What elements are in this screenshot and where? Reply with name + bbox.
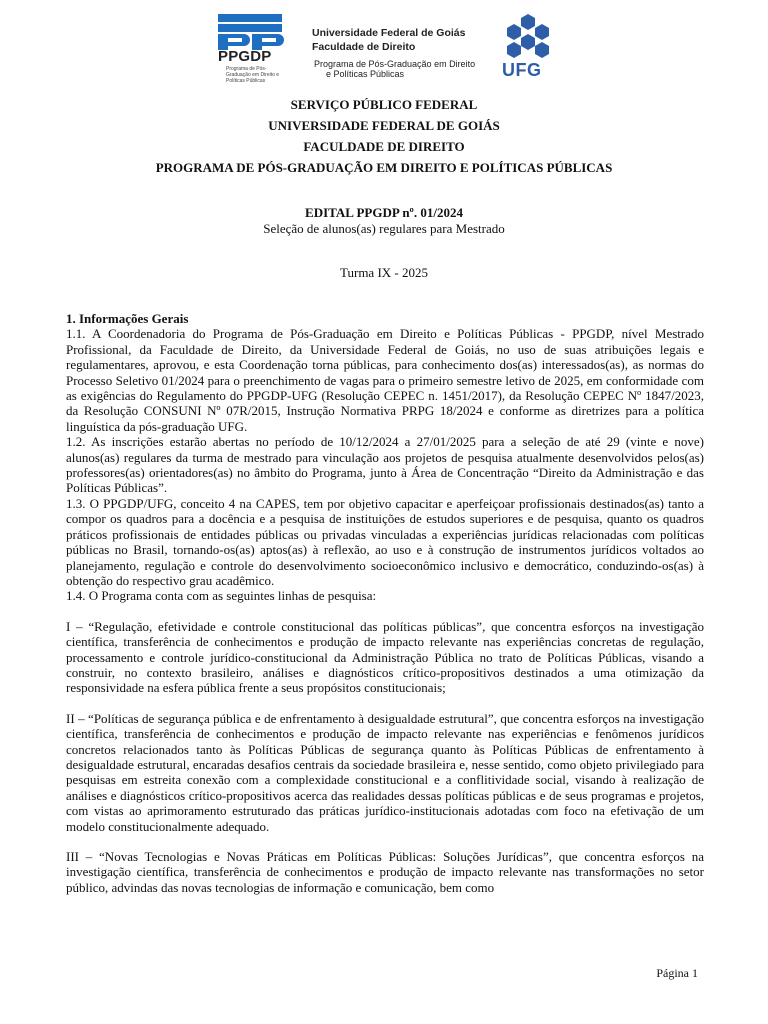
research-line-i: I – “Regulação, efetividade e controle constitucional das políticas públicas”, que concentra esforços na investigação científica, transferência de conhecimentos e produção de impacto relevante nas experiências concretas de regulação, processamento e controle jurídico-constitucional da Administração Pública no trato de Políticas Públicas, visando a construir, no contexto brasileiro, análises e diagnósticos crítico-propositivos destinados a uma otimização da responsividade na esfera pública frente a seus propósitos constitucionais;: [66, 618, 704, 696]
spacer: [66, 696, 704, 711]
section-1-title: 1. Informações Gerais: [66, 311, 189, 326]
title-line-faculdade: FACULDADE DE DIREITO: [303, 139, 465, 154]
paragraph-1-2: 1.2. As inscrições estarão abertas no período de 10/12/2024 a 27/01/2025 para a seleção de até 29 (vinte e nove) alunos(as) regulares da turma de mestrado para vinculação aos projetos de pesquisa atualmente desenvolvidos pelos(as) professores(as) orientadores(as) no âmbito do Programa, junto à Área de Concentração “Direito da Administração e das Políticas Públicas”.: [66, 434, 704, 496]
turma-label: Turma IX - 2025: [340, 265, 428, 280]
section-1-body: [66, 311, 704, 895]
institution-program-line1: Programa de Pós-Graduação em Direito: [314, 59, 476, 69]
title-line-servico: SERVIÇO PÚBLICO FEDERAL: [290, 97, 478, 112]
spacer: [66, 604, 704, 619]
edital-block: [60, 205, 708, 237]
title-line-programa: PROGRAMA DE PÓS-GRADUAÇÃO EM DIREITO E POLÍTICAS PÚBLICAS: [155, 160, 613, 175]
ppgdp-logo-text: PPGDP: [218, 48, 272, 65]
institution-university: Universidade Federal de Goiás: [312, 27, 466, 39]
institution-block: [312, 26, 492, 79]
edital-title: EDITAL PPGDP nº. 01/2024: [305, 205, 463, 220]
ufg-logo-text: UFG: [502, 60, 542, 80]
institution-program-line2: e Políticas Públicas: [326, 69, 405, 79]
paragraph-1-1: 1.1. A Coordenadoria do Programa de Pós-Graduação em Direito e Políticas Públicas - PPGDP, nível Mestrado Profissional, da Faculdade de Direito, da Universidade Federal de Goiás, no uso de suas atribuições legais e regulamentares, aprovou, e esta Coordenação torna públicas, para conhecimento dos(as) interessados(as), as normas do Processo Seletivo 01/2024 para o preenchimento de vagas para o primeiro semestre letivo de 2025, em conformidade com as exigências do Regulamento do PPGDP-UFG (Resolução CEPEC n. 1451/2017), da Resolução CEPEC Nº 1847/2023, da Resolução CONSUNI Nº 07R/2015, Instrução Normativa PRPG 18/2024 e conforme as diretrizes para a política linguística da pós-graduação UFG.: [66, 326, 704, 434]
title-block: [60, 94, 708, 178]
institution-faculty: Faculdade de Direito: [312, 41, 416, 53]
ppgdp-logo: [214, 14, 286, 84]
edital-subtitle: Seleção de alunos(as) regulares para Mestrado: [263, 221, 505, 236]
ppgdp-logo-mark-icon: [214, 14, 286, 50]
title-line-universidade: UNIVERSIDADE FEDERAL DE GOIÁS: [268, 118, 500, 133]
paragraph-1-3: 1.3. O PPGDP/UFG, conceito 4 na CAPES, tem por objetivo capacitar e aperfeiçoar profissionais destinados(as) tanto a compor os quadros para a docência e a pesquisa de instituições de estudos superiores e de pesquisa, quanto os quadros práticos profissionais de entidades públicas ou privadas vinculadas a experiências jurídicas relacionadas com políticas públicas no Brasil, tornando-os(as) aptos(as) à reflexão, ao uso e à construção de instrumentos jurídicos voltados ao planejamento, regulação e controle do desenvolvimento socioeconômico inclusivo e democrático, conduzindo-os(as) à obtenção do respectivo grau acadêmico.: [66, 495, 704, 588]
ufg-logo: [500, 14, 556, 84]
research-line-ii: II – “Políticas de segurança pública e de enfrentamento à desigualdade estrutural”, que concentra esforços na investigação científica, transferência de conhecimentos e produção de impacto relevante nas experiências e fenômenos jurídicos concretos relacionados tanto às Políticas Públicas de segurança quanto às Políticas Públicas de enfrentamento à desigualdade estrutural, encaradas desafios centrais da sociedade brasileira e, nesse sentido, como objeto privilegiado para pesquisas em estreita conexão com a complexidade constitucional e a conflitividade social, visando à realização de análises e diagnósticos crítico-propositivos acerca das realidades dessas políticas públicas e de seus programas e projetos, com vistas ao aprimoramento estruturado das práticas jurídico-institucionais adotadas com foco na efetivação de um modelo constitucionalmente adequado.: [66, 710, 704, 834]
paragraph-1-4: 1.4. O Programa conta com as seguintes linhas de pesquisa:: [66, 588, 377, 604]
spacer: [66, 834, 704, 849]
ufg-hexagons-icon: [500, 14, 556, 58]
page-number: Página 1: [656, 966, 698, 980]
ppgdp-logo-subtitle: Programa de Pós-Graduação em Direito e Políticas Públicas: [226, 66, 280, 84]
research-line-iii: III – “Novas Tecnologias e Novas Práticas em Políticas Públicas: Soluções Jurídicas”, que concentra esforços na investigação científica, transferência de conhecimentos e produção de impacto relevante nas transformações no setor público, advindas das novas tecnologias de informação e comunicação, bem como: [66, 849, 704, 895]
